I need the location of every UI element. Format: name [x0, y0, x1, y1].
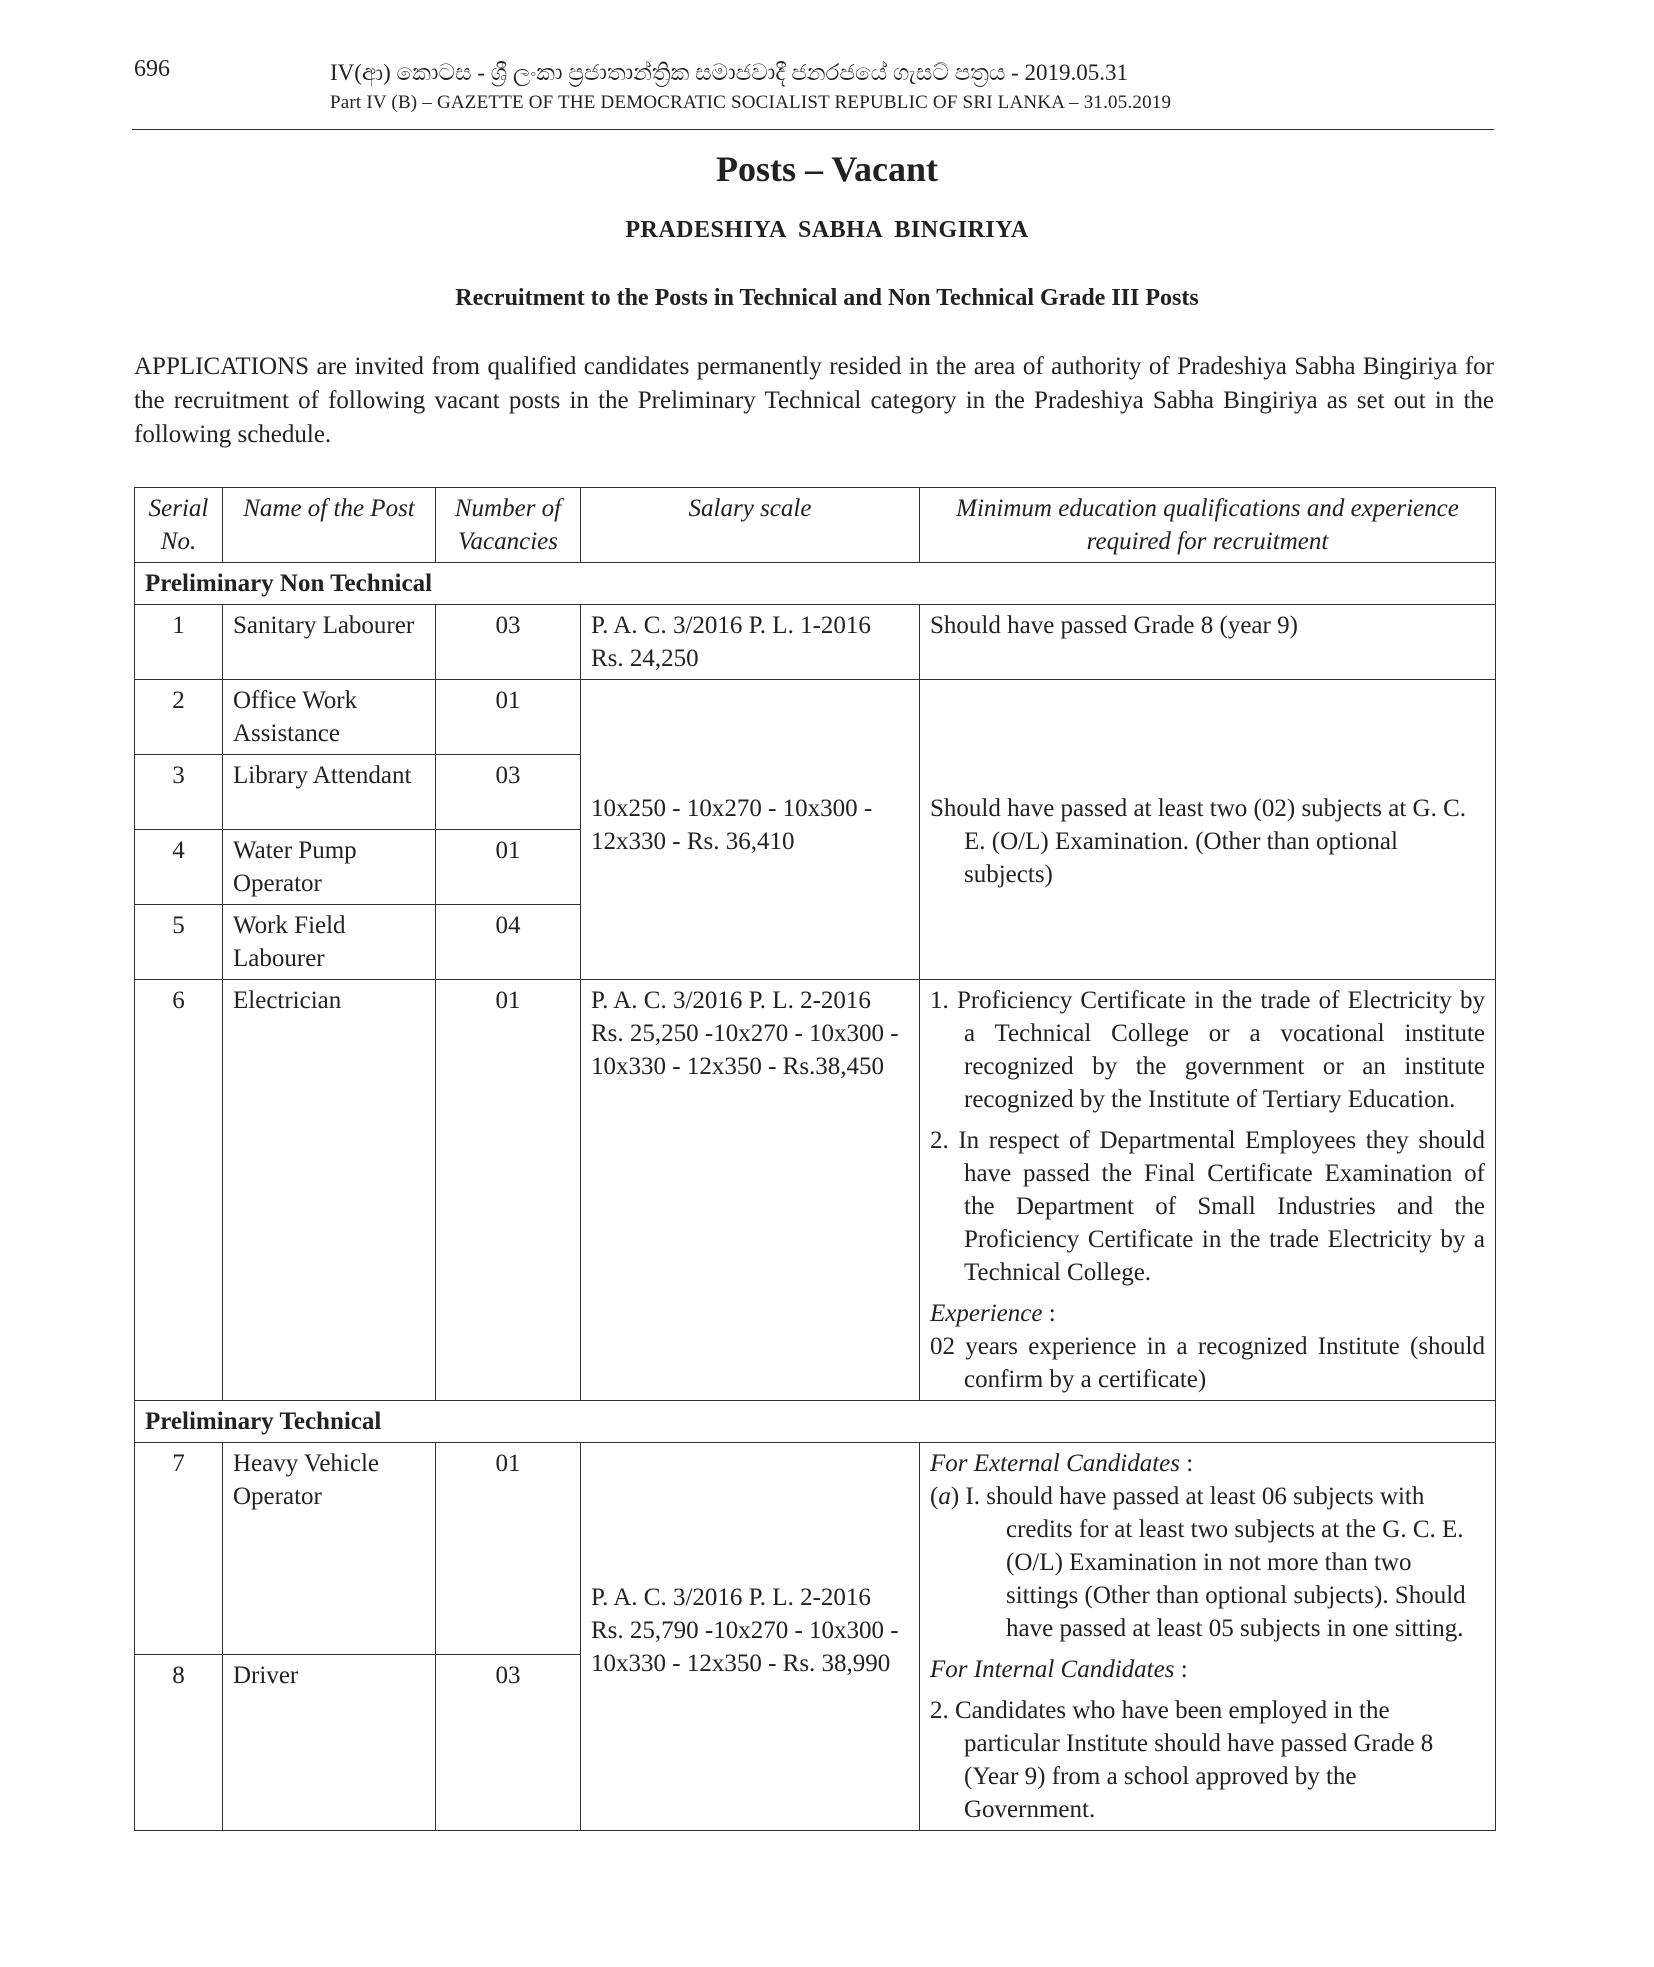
vacancies-cell: 03	[436, 755, 581, 830]
qualification-text: Should have passed at least two (02) subjects at G. C. E. (O/L) Examination. (Other than optional subjects)	[930, 795, 1467, 888]
qualification-cell	[920, 680, 1496, 980]
vacancies-cell: 01	[436, 680, 581, 755]
section-row	[135, 1401, 1496, 1443]
header-serial: Serial No.	[135, 488, 223, 563]
external-label: For External Candidates :	[930, 1450, 1194, 1477]
post-cell: Work Field Labourer	[223, 905, 436, 980]
serial-cell: 1	[135, 605, 223, 680]
vacancy-table	[134, 487, 1496, 1831]
internal-item-2: 2. Candidates who have been employed in the particular Institute should have passed Grade 8 (Year 9) from a school approved by the Government.	[930, 1697, 1434, 1823]
internal-label: For Internal Candidates :	[930, 1656, 1188, 1683]
post-cell: Water Pump Operator	[223, 830, 436, 905]
page-number: 696	[134, 56, 170, 82]
vacancies-cell: 01	[436, 830, 581, 905]
header-vacancies: Number of Vacancies	[436, 488, 581, 563]
qualification-cell	[920, 1443, 1496, 1831]
gazette-header-sinhala: IV(ආ) කොටස - ශ්‍රී ලංකා ප්‍රජාතාන්ත්‍රික සමාජවාදී ජනරජයේ ගැසට් පත්‍රය - 2019.05.31	[330, 60, 1129, 85]
serial-cell: 8	[135, 1655, 223, 1831]
vacancies-cell: 01	[436, 1443, 581, 1655]
experience-text: 02 years experience in a recognized Institute (should confirm by a certificate)	[930, 1333, 1485, 1393]
gazette-header-english: Part IV (B) – GAZETTE OF THE DEMOCRATIC SOCIALIST REPUBLIC OF SRI LANKA – 31.05.2019	[330, 92, 1172, 113]
page-title: Posts – Vacant	[715, 149, 939, 189]
post-cell: Electrician	[223, 980, 436, 1401]
serial-cell: 7	[135, 1443, 223, 1655]
post-cell: Sanitary Labourer	[223, 605, 436, 680]
qualification-item-1: 1. Proficiency Certificate in the trade of Electricity by a Technical College or a vocational institute recognized by the government or an institute recognized by the Institute of Tertiary Education.	[930, 987, 1485, 1113]
section-title: Preliminary Technical	[135, 1401, 1496, 1443]
serial-cell: 2	[135, 680, 223, 755]
vacancies-cell: 03	[436, 1655, 581, 1831]
serial-cell: 4	[135, 830, 223, 905]
header-salary: Salary scale	[581, 488, 920, 563]
post-cell: Office Work Assistance	[223, 680, 436, 755]
table-header-row	[135, 488, 1496, 563]
table-row	[135, 1443, 1496, 1655]
salary-cell: P. A. C. 3/2016 P. L. 1-2016 Rs. 24,250	[581, 605, 920, 680]
table-row	[135, 980, 1496, 1401]
post-cell: Library Attendant	[223, 755, 436, 830]
serial-cell: 3	[135, 755, 223, 830]
section-title: Preliminary Non Technical	[135, 563, 1496, 605]
table-row	[135, 680, 1496, 755]
external-item-a: (a) I. should have passed at least 06 subjects with credits for at least two subjects at the G. C. E. (O/L) Examination in not more than two sittings (Other than optional subjects). Should have passed at least 05 subjects in one sitting.	[930, 1483, 1466, 1642]
salary-cell: 10x250 - 10x270 - 10x300 - 12x330 - Rs. 36,410	[581, 680, 920, 980]
qualification-cell: Should have passed Grade 8 (year 9)	[920, 605, 1496, 680]
salary-cell: P. A. C. 3/2016 P. L. 2-2016 Rs. 25,790 -10x270 - 10x300 - 10x330 - 12x350 - Rs. 38,990	[581, 1443, 920, 1831]
post-cell: Heavy Vehicle Operator	[223, 1443, 436, 1655]
qualification-cell	[920, 980, 1496, 1401]
section-row	[135, 563, 1496, 605]
experience-label: Experience :	[930, 1300, 1056, 1327]
header-post: Name of the Post	[223, 488, 436, 563]
header-rule	[132, 129, 1494, 130]
header-qualifications: Minimum education qualifications and experience required for recruitment	[920, 488, 1496, 563]
serial-cell: 5	[135, 905, 223, 980]
recruitment-heading: Recruitment to the Posts in Technical and Non Technical Grade III Posts	[455, 285, 1199, 311]
serial-cell: 6	[135, 980, 223, 1401]
vacancies-cell: 01	[436, 980, 581, 1401]
salary-cell: P. A. C. 3/2016 P. L. 2-2016 Rs. 25,250 -10x270 - 10x300 - 10x330 - 12x350 - Rs.38,450	[581, 980, 920, 1401]
vacancies-cell: 04	[436, 905, 581, 980]
post-cell: Driver	[223, 1655, 436, 1831]
authority-name: PRADESHIYA SABHA BINGIRIYA	[625, 217, 1029, 243]
table-row	[135, 605, 1496, 680]
vacancies-cell: 03	[436, 605, 581, 680]
intro-paragraph: APPLICATIONS are invited from qualified candidates permanently resided in the area of authority of Pradeshiya Sabha Bingiriya for the recruitment of following vacant posts in the Preliminary Technical category in the Pradeshiya Sabha Bingiriya as set out in the following schedule.	[134, 353, 1494, 448]
qualification-item-2: 2. In respect of Departmental Employees they should have passed the Final Certificate Examination of the Department of Small Industries and the Proficiency Certificate in the trade Electricity by a Technical College.	[930, 1127, 1485, 1286]
